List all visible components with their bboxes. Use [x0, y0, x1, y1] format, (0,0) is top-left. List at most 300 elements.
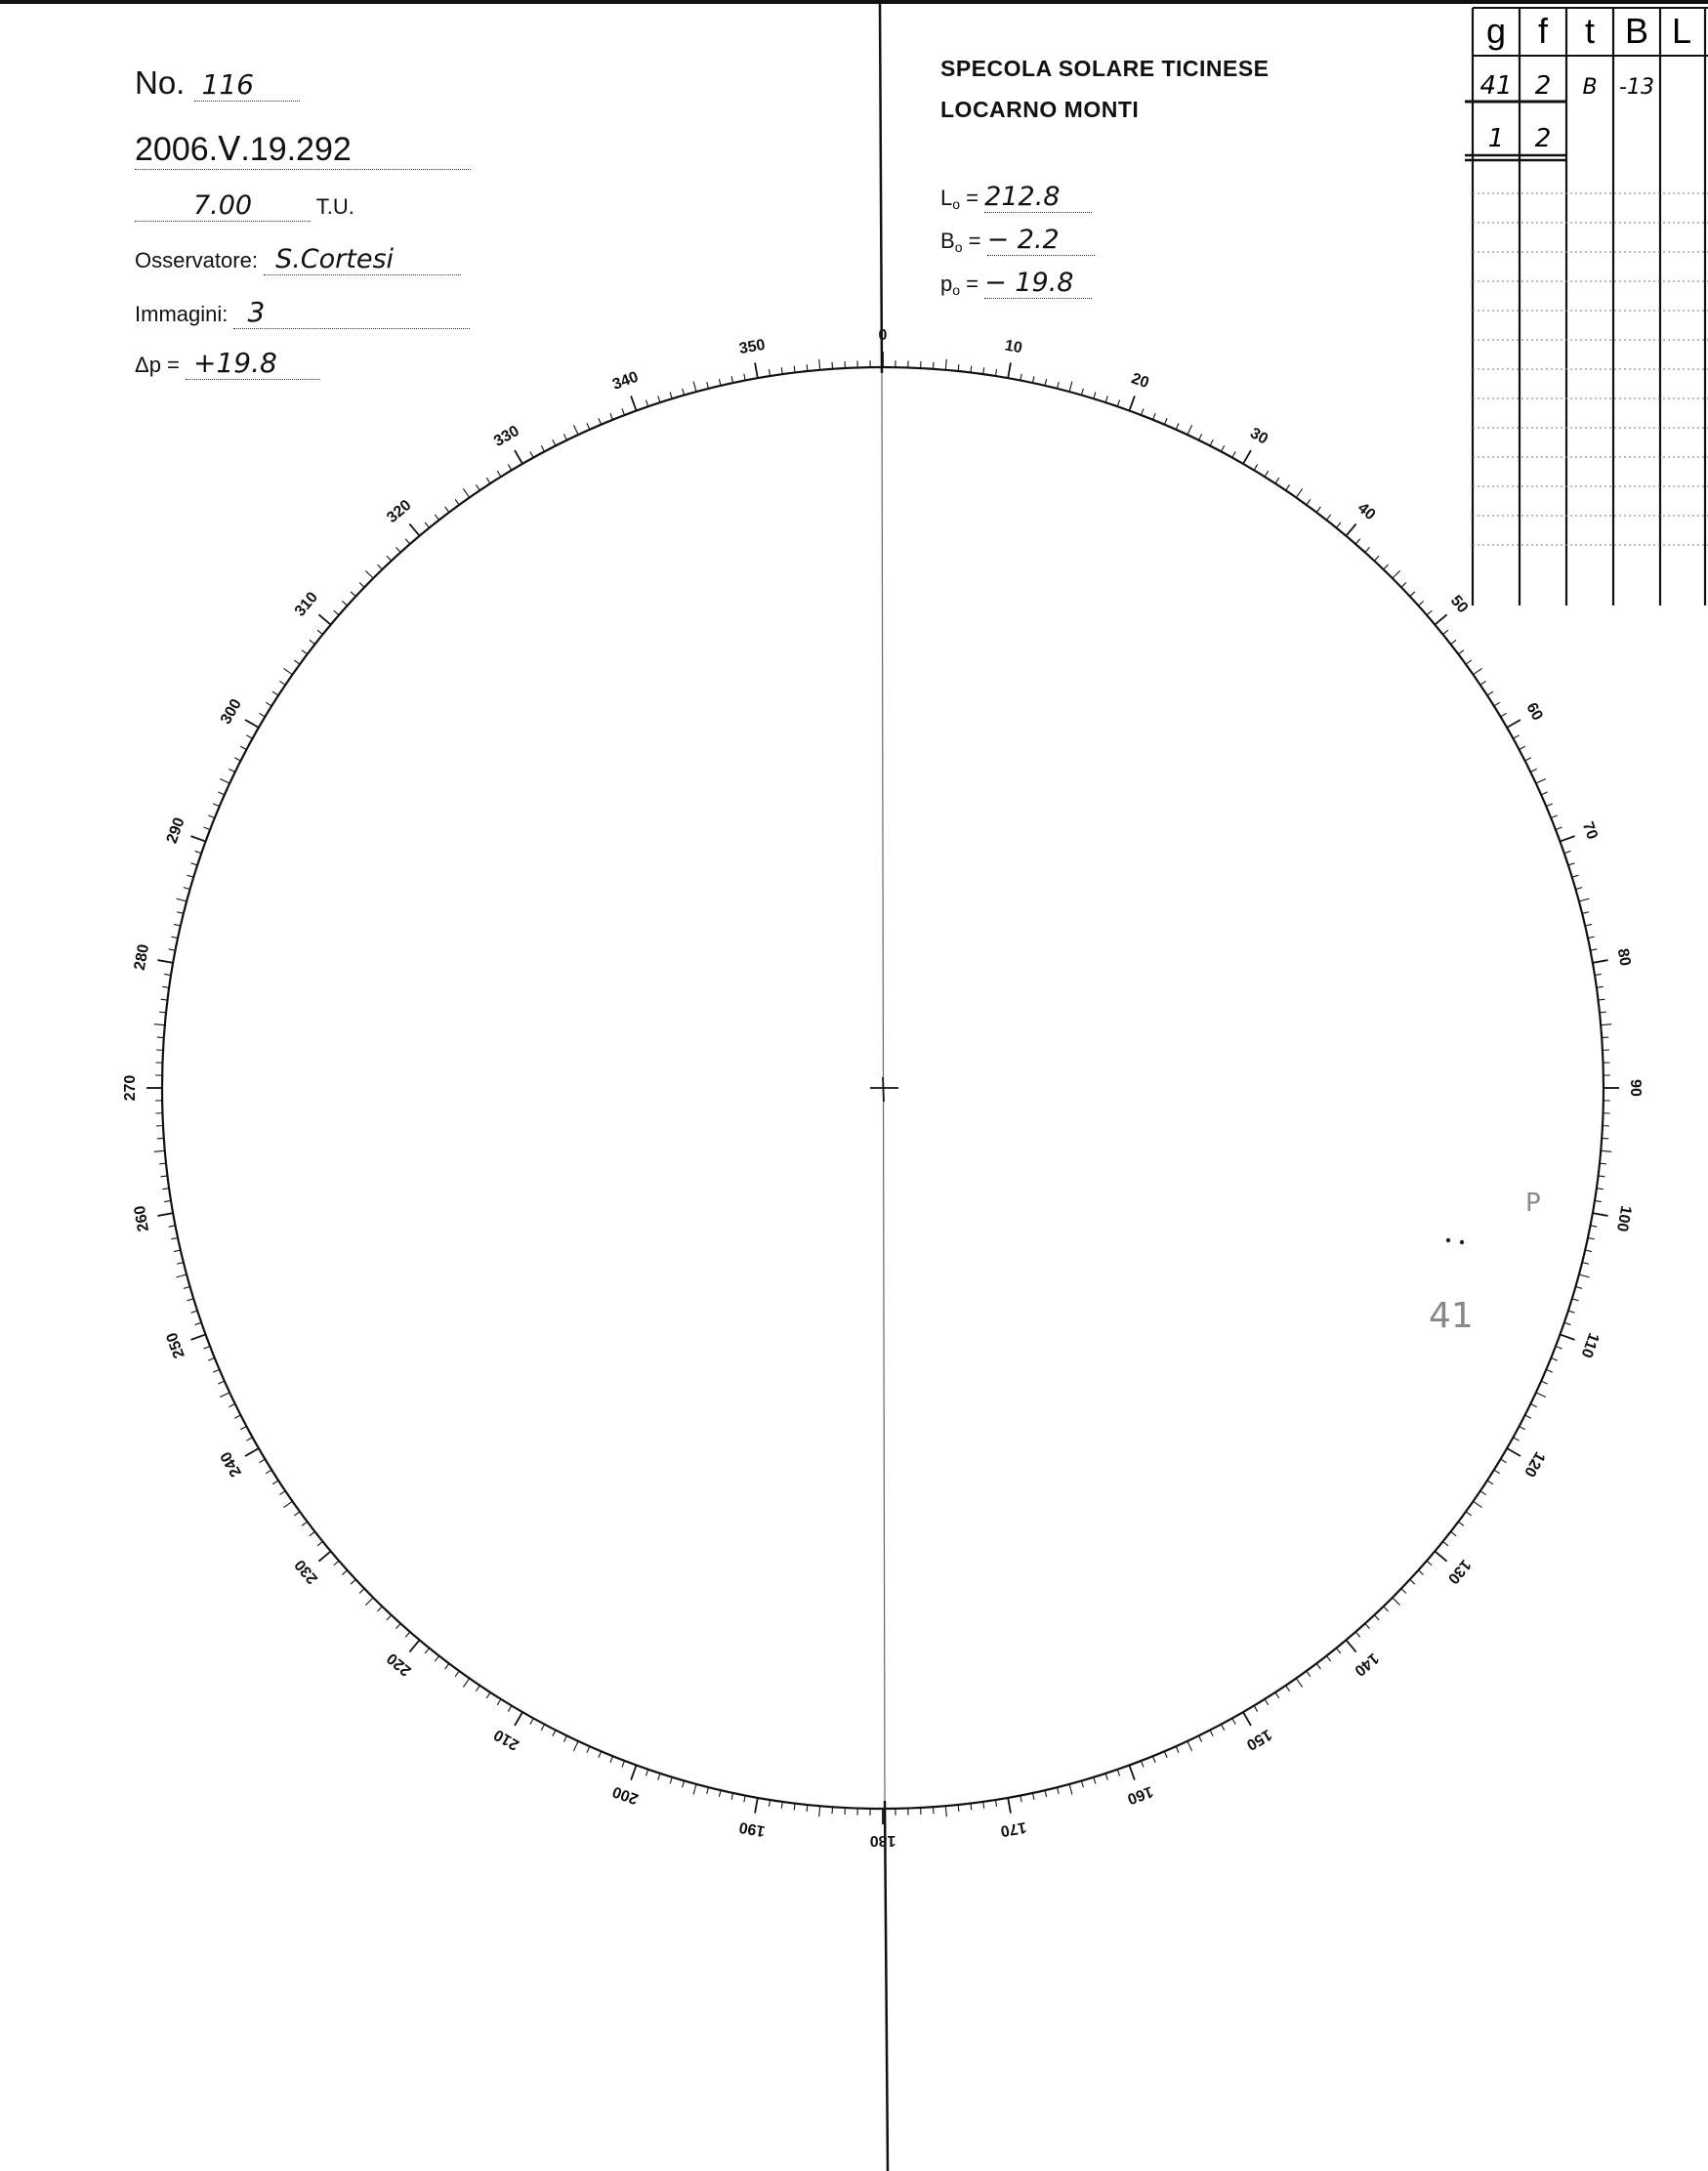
degree-tick [1530, 769, 1536, 772]
degree-tick [1536, 1393, 1546, 1398]
degree-tick [272, 1481, 278, 1484]
degree-tick [1541, 792, 1547, 795]
degree-tick [409, 523, 419, 535]
degree-tick [455, 499, 459, 505]
degree-tick [1336, 1649, 1340, 1653]
degree-tick [1560, 836, 1574, 841]
degree-tick [599, 1751, 602, 1757]
degree-tick [1501, 713, 1507, 717]
degree-tick [530, 1718, 533, 1724]
center-cross-v [883, 1077, 884, 1102]
degree-tick [1232, 451, 1235, 457]
degree-label: 320 [384, 496, 415, 527]
degree-tick [1513, 1438, 1519, 1440]
degree-tick [1384, 1607, 1389, 1611]
degree-tick [983, 367, 984, 374]
degree-tick [234, 758, 240, 761]
degree-label: 290 [163, 815, 188, 847]
degree-tick [1254, 464, 1258, 470]
degree-tick [342, 601, 347, 605]
degree-label: 0 [878, 327, 888, 345]
degree-tick [245, 720, 259, 728]
degree-tick [240, 1426, 246, 1429]
degree-tick [455, 1671, 459, 1677]
delta-p-label: Δp = [135, 353, 180, 377]
degree-tick [497, 471, 501, 477]
degree-tick [1164, 418, 1167, 424]
degree-tick [435, 515, 438, 521]
degree-tick [530, 451, 533, 457]
degree-tick [1520, 1426, 1525, 1429]
row1-t: B [1582, 75, 1598, 100]
degree-label: 340 [610, 368, 642, 394]
degree-tick [1435, 1551, 1446, 1561]
degree-tick [587, 423, 590, 429]
degree-tick [1401, 1589, 1406, 1594]
degree-tick [631, 1765, 636, 1779]
degree-tick [1487, 1481, 1493, 1484]
degree-label: 280 [131, 942, 153, 972]
degree-tick [755, 362, 758, 378]
degree-label: 50 [1446, 592, 1472, 617]
degree-tick [1480, 1491, 1486, 1495]
degree-tick [159, 1012, 166, 1013]
degree-tick [1480, 681, 1486, 685]
degree-tick [187, 875, 194, 877]
degree-label: 300 [217, 696, 245, 728]
degree-tick [658, 396, 660, 402]
degree-tick [794, 1803, 795, 1810]
degree-tick [1588, 1237, 1595, 1238]
degree-tick [1296, 1679, 1302, 1688]
degree-tick [1265, 1699, 1269, 1705]
degree-tick [174, 1250, 181, 1252]
degree-tick [334, 610, 339, 615]
degree-tick [1129, 1765, 1134, 1779]
b0-equals: = [968, 229, 981, 253]
degree-tick [1105, 1774, 1107, 1780]
degree-label: 110 [1577, 1330, 1603, 1360]
degree-tick [1520, 746, 1525, 749]
degree-tick [971, 366, 972, 373]
degree-tick [317, 630, 322, 634]
meridian-top-line [880, 0, 882, 373]
degree-tick [1507, 720, 1521, 728]
degree-tick [1598, 999, 1604, 1000]
degree-tick [1600, 1012, 1606, 1013]
degree-tick [622, 1761, 625, 1768]
degree-tick [157, 960, 173, 963]
degree-tick [1152, 413, 1155, 419]
degree-tick [1595, 1200, 1602, 1201]
degree-tick [1418, 601, 1423, 605]
b0-subscript: o [954, 239, 963, 255]
degree-tick [294, 1512, 300, 1516]
degree-label: 190 [737, 1817, 767, 1840]
degree-tick [162, 986, 169, 987]
degree-tick [425, 1649, 429, 1653]
degree-tick [1582, 1263, 1589, 1265]
col-t-header: t [1584, 11, 1596, 51]
b0-value: − 2.2 [987, 225, 1095, 256]
degree-tick [587, 1746, 590, 1752]
degree-tick [1588, 937, 1595, 938]
degree-tick [541, 445, 544, 451]
degree-tick [310, 1531, 315, 1535]
degree-tick [599, 418, 602, 424]
degree-tick [213, 804, 219, 807]
degree-tick [707, 382, 709, 389]
degree-tick [1593, 1213, 1608, 1216]
degree-tick [162, 1189, 169, 1190]
degree-tick [164, 974, 171, 975]
degree-tick [445, 1663, 449, 1669]
degree-label: 140 [1351, 1649, 1382, 1680]
degree-tick [1286, 484, 1290, 490]
degree-tick [334, 1561, 339, 1566]
degree-tick [405, 539, 410, 544]
degree-tick [1008, 362, 1011, 378]
degree-tick [1164, 1751, 1167, 1757]
degree-tick [1597, 1189, 1604, 1190]
degree-tick [958, 1805, 959, 1812]
observer-value: S.Cortesi [264, 244, 461, 275]
degree-label: 130 [1443, 1556, 1475, 1587]
degree-label: 150 [1243, 1726, 1274, 1754]
degree-tick [1597, 986, 1604, 987]
p0-equals: = [966, 271, 979, 296]
degree-tick [1254, 1706, 1258, 1712]
degree-tick [272, 691, 278, 695]
degree-tick [359, 582, 364, 587]
degree-tick [1243, 450, 1251, 464]
degree-tick [1513, 735, 1519, 738]
degree-tick [1081, 1780, 1083, 1787]
degree-tick [1494, 702, 1500, 706]
degree-label: 250 [163, 1329, 188, 1360]
degree-tick [174, 924, 181, 926]
degree-tick [177, 1274, 187, 1277]
degree-tick [497, 1699, 501, 1705]
degree-tick [1572, 875, 1579, 877]
degree-tick [208, 1357, 214, 1360]
degree-tick [190, 863, 197, 865]
degree-tick [563, 434, 566, 439]
degree-tick [731, 1793, 732, 1800]
degree-tick [240, 746, 246, 749]
degree-tick [425, 522, 429, 527]
degree-tick [1316, 1663, 1320, 1669]
degree-tick [1427, 610, 1432, 615]
degree-tick [1117, 1770, 1119, 1776]
time-unit: T.U. [315, 194, 354, 219]
degree-tick [1572, 1299, 1579, 1301]
degree-tick [184, 888, 190, 890]
group-table [1465, 8, 1708, 605]
degree-tick [486, 1692, 490, 1698]
degree-label: 210 [491, 1726, 522, 1754]
degree-label: 40 [1354, 499, 1379, 524]
degree-tick [213, 1369, 219, 1372]
degree-tick [646, 400, 647, 407]
degree-tick [807, 364, 808, 371]
degree-tick [1556, 1346, 1562, 1349]
delta-p-value: +19.8 [186, 347, 320, 380]
degree-tick [1275, 478, 1279, 483]
l0-value: 212.8 [984, 182, 1092, 213]
degree-tick [1546, 804, 1552, 807]
degree-tick [318, 614, 330, 624]
degree-tick [409, 1640, 419, 1651]
degree-tick [1365, 547, 1370, 552]
degree-tick [1466, 1512, 1472, 1516]
degree-tick [1187, 1741, 1192, 1751]
degree-tick [781, 1802, 782, 1809]
col-b-header: B [1624, 11, 1649, 51]
degree-tick [187, 1299, 194, 1301]
col-l-header: L [1671, 11, 1692, 51]
degree-tick [246, 1438, 252, 1440]
degree-tick [396, 547, 400, 552]
sunspot-dot [1460, 1240, 1464, 1244]
degree-tick [1501, 1459, 1507, 1463]
degree-tick [1410, 1579, 1415, 1584]
degree-tick [351, 1579, 355, 1584]
degree-tick [190, 1311, 197, 1313]
degree-tick [1568, 863, 1575, 865]
degree-tick [983, 1802, 984, 1809]
degree-tick [1474, 1501, 1482, 1507]
degree-tick [1296, 488, 1302, 497]
degree-tick [945, 1806, 946, 1816]
degree-tick [1355, 1632, 1360, 1637]
degree-tick [154, 1024, 165, 1025]
degree-tick [220, 778, 229, 783]
degree-tick [1069, 1784, 1072, 1795]
degree-tick [177, 912, 184, 914]
degree-tick [1595, 974, 1602, 975]
degree-tick [553, 1731, 556, 1736]
degree-tick [283, 668, 292, 674]
degree-tick [1590, 949, 1597, 950]
degree-tick [958, 364, 959, 371]
degree-tick [755, 1798, 758, 1814]
degree-tick [1427, 1561, 1432, 1566]
degree-tick [622, 408, 625, 415]
degree-tick [807, 1805, 808, 1812]
degree-tick [259, 1459, 265, 1463]
degree-label: 120 [1521, 1448, 1549, 1480]
degree-tick [719, 379, 721, 386]
degree-tick [184, 1286, 190, 1288]
degree-tick [610, 413, 613, 419]
degree-tick [302, 650, 308, 654]
degree-tick [387, 1615, 392, 1620]
degree-tick [553, 439, 556, 445]
degree-tick [1058, 382, 1060, 389]
degree-tick [1556, 827, 1562, 830]
degree-tick [1187, 425, 1192, 435]
degree-tick [310, 640, 315, 644]
degree-tick [486, 478, 490, 483]
degree-tick [161, 999, 168, 1000]
degree-tick [283, 1501, 292, 1507]
degree-tick [731, 376, 732, 383]
degree-tick [1579, 898, 1590, 901]
degree-tick [396, 1623, 400, 1628]
degree-tick [190, 1334, 205, 1339]
degree-tick [683, 389, 685, 396]
degree-tick [195, 851, 202, 853]
degree-tick [1032, 1793, 1033, 1800]
degree-tick [1443, 630, 1448, 634]
degree-tick [161, 1176, 168, 1177]
degree-label: 240 [217, 1448, 245, 1480]
degree-tick [1286, 1686, 1290, 1691]
degree-tick [169, 1226, 176, 1227]
degree-tick [387, 556, 392, 561]
degree-tick [693, 1784, 696, 1795]
degree-tick [445, 507, 449, 513]
degree-tick [693, 382, 696, 393]
degree-tick [1536, 778, 1546, 783]
degree-tick [1466, 660, 1472, 664]
degree-tick [1058, 1787, 1060, 1794]
degree-tick [1384, 564, 1389, 569]
degree-tick [1458, 650, 1464, 654]
degree-tick [1176, 1746, 1179, 1752]
degree-tick [1451, 640, 1457, 644]
degree-tick [1598, 1176, 1604, 1177]
row1-f: 2 [1534, 71, 1552, 101]
degree-tick [1176, 423, 1179, 429]
l0-equals: = [966, 186, 979, 210]
degree-tick [1199, 434, 1202, 439]
degree-tick [1346, 523, 1355, 535]
l0-label: L [940, 186, 953, 210]
degree-tick [1243, 1712, 1251, 1726]
degree-tick [1336, 522, 1340, 527]
observatory-name: SPECOLA SOLARE TICINESE [940, 56, 1270, 81]
degree-tick [218, 792, 224, 795]
degree-label: 80 [1613, 947, 1634, 968]
degree-tick [1393, 1598, 1400, 1606]
degree-tick [159, 1163, 166, 1164]
images-value: 3 [233, 296, 470, 329]
degree-tick [203, 827, 210, 830]
degree-label: 160 [1124, 1782, 1155, 1808]
degree-tick [658, 1774, 660, 1780]
degree-tick [1410, 592, 1415, 597]
degree-tick [1141, 408, 1144, 415]
degree-tick [171, 937, 178, 938]
degree-tick [610, 1756, 613, 1762]
degree-label: 70 [1578, 819, 1601, 842]
degree-tick [1365, 1623, 1370, 1628]
pencil-group-number: 41 [1429, 1296, 1474, 1336]
degree-tick [1551, 1357, 1557, 1360]
degree-tick [218, 1381, 224, 1384]
col-f-header: f [1537, 11, 1549, 51]
degree-tick [819, 359, 820, 370]
b0-label: B [940, 229, 955, 253]
degree-tick [1601, 1024, 1611, 1025]
date-value: 2006.Ⅴ.19.292 [135, 130, 471, 170]
degree-tick [719, 1790, 721, 1797]
degree-tick [365, 1598, 373, 1606]
degree-label: 20 [1129, 370, 1151, 393]
degree-tick [266, 702, 271, 706]
degree-tick [819, 1806, 820, 1816]
degree-label: 180 [869, 1831, 896, 1849]
observatory-location: LOCARNO MONTI [940, 97, 1140, 122]
degree-tick [405, 1632, 410, 1637]
degree-label: 100 [1612, 1204, 1635, 1233]
degree-tick [515, 450, 522, 464]
degree-tick [646, 1770, 647, 1776]
degree-tick [1032, 376, 1033, 383]
degree-tick [1275, 1692, 1279, 1698]
images-label: Immagini: [135, 302, 229, 326]
degree-tick [435, 1656, 438, 1662]
degree-tick [1582, 912, 1589, 914]
degree-tick [1045, 1790, 1047, 1797]
degree-tick [279, 1491, 285, 1495]
degree-tick [1374, 556, 1379, 561]
degree-tick [1530, 1404, 1536, 1407]
degree-tick [359, 1589, 364, 1594]
degree-label: 200 [610, 1782, 642, 1808]
degree-tick [317, 1541, 322, 1545]
degree-tick [279, 681, 285, 685]
degree-tick [781, 367, 782, 374]
degree-tick [1221, 445, 1224, 451]
degree-tick [154, 1150, 165, 1151]
row2-g: 1 [1487, 124, 1505, 153]
degree-tick [515, 1712, 522, 1726]
col-g-header: g [1485, 11, 1507, 51]
degree-tick [195, 1322, 202, 1324]
degree-tick [1601, 1150, 1611, 1151]
degree-tick [220, 1393, 229, 1398]
p0-subscript: o [952, 282, 961, 298]
degree-tick [1560, 1334, 1574, 1339]
degree-label: 10 [1003, 337, 1023, 357]
degree-tick [246, 735, 252, 738]
degree-tick [463, 1679, 469, 1688]
degree-tick [1307, 1671, 1311, 1677]
degree-tick [1374, 1615, 1379, 1620]
degree-tick [164, 1200, 171, 1201]
degree-tick [1141, 1761, 1144, 1768]
degree-tick [294, 660, 300, 664]
degree-tick [1525, 758, 1531, 761]
degree-tick [463, 488, 469, 497]
degree-label: 350 [737, 336, 767, 358]
degree-tick [1105, 396, 1107, 402]
degree-tick [769, 369, 770, 376]
degree-tick [1316, 507, 1320, 513]
degree-label: 270 [122, 1074, 140, 1102]
degree-label: 30 [1247, 425, 1271, 448]
degree-tick [1541, 1381, 1547, 1384]
degree-tick [229, 769, 234, 772]
degree-tick [707, 1787, 709, 1794]
degree-tick [1585, 1250, 1592, 1252]
number-label: No. [135, 64, 186, 101]
degree-tick [1600, 1163, 1606, 1164]
degree-tick [744, 374, 745, 381]
